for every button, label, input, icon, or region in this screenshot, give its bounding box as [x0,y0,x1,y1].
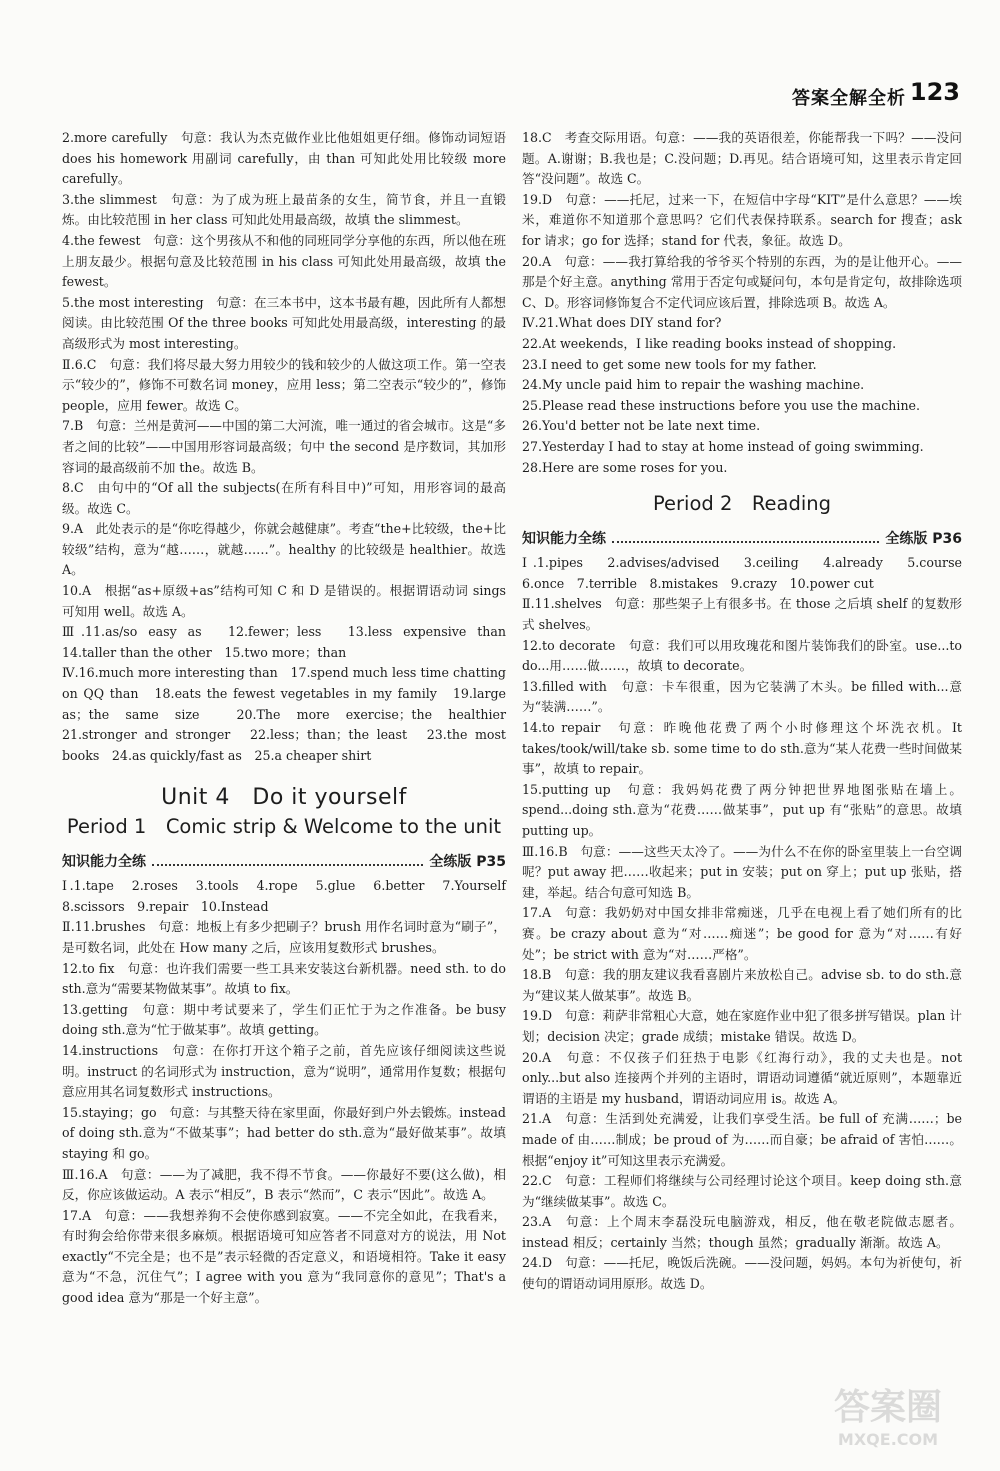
answer-paragraph: Ⅳ.21.What does DIY stand for? [522,315,722,331]
period-title: Period 2 Reading [652,492,832,516]
section-header [522,529,962,550]
answer-paragraph: 17.A 句意：——我想养狗不会使你感到寂寞。——不完全如此，在我看来，有时狗会给你带来很多麻烦。根据语境可知应答者不同意对方的说法，用 Not exactly“不完全是；也不是”表示轻微的否定意义，和语境相符。Take it easy 意为“不急，沉住气”；I agree with you 意为“我同意你的意见”；That's a good idea 意为“那是一个好主意”。 [62,1207,506,1306]
answer-paragraph: Ⅱ.6.C 句意：我们将尽最大努力用较少的钱和较少的人做这项工作。第一空表示“较少的”，修饰不可数名词 money，应用 less；第二空表示“较少的”，修饰 people，应用 fewer。故选 C。 [62,356,506,413]
answer-paragraph: 23.A 句意：上个周末李磊没玩电脑游戏，相反，他在敬老院做志愿者。instead 相反；certainly 当然；though 虽然；gradually 渐渐。故选 A。 [522,1214,962,1250]
answer-paragraph: 4.the fewest 句意：这个男孩从不和他的同班同学分享他的东西，所以他在班上朋友最少。根据句意及比较范围 in his class 可知此处用最高级，故填 the fewest。 [62,232,506,290]
answer-paragraph: 27.Yesterday I had to stay at home instead of going swimming. [522,438,924,454]
right-column [522,128,975,1295]
answer-paragraph: 7.B 句意：兰州是黄河——中国的第二大河流，唯一通过的省会城市。这是“多者之间的比较”——中国用形容词最高级；句中 the second 是序数词，其加形容词的最高级前不加 the。故选 B。 [62,418,506,475]
answer-paragraph: Ⅰ.1.pipes 2.advises/advised 3.ceiling 4.already 5.course 6.once 7.terrible 8.mistakes 9.crazy 10.power cut [522,555,975,591]
watermark-logo [814,1371,962,1453]
answer-paragraph: Ⅲ.16.B 句意：——这些天太冷了。——为什么不在你的卧室里装上一台空调呢？put away 把……收起来；put in 安装；put on 穿上；put up 张贴，搭建，举起。结合句意可知选 B。 [522,843,962,900]
section-header [62,852,506,873]
unit-title: Unit 4 Do it yourself [161,785,407,811]
answer-paragraph: 15.staying；go 句意：与其整天待在家里面，你最好到户外去锻炼。instead of doing sth.意为“不做某事”；had better do sth.意为“最好做某事”。故填 staying 和 go。 [62,1104,506,1161]
answer-paragraph: 15.putting up 句意：我妈妈花费了两分钟把世界地图张贴在墙上。spend...doing sth.意为“花费……做某事”，put up 有“张贴”的意思。故填 putting up。 [522,781,962,838]
answer-paragraph: 20.A 句意：——我打算给我的爷爷买个特别的东西，为的是让他开心。——那是个好主意。anything 常用于否定句或疑问句，本句是肯定句，故排除选项 C、D。形容词修饰复合不定代词应该后置，排除选项 B。故选 A。 [522,253,962,310]
answer-paragraph: 19.D 句意：——托尼，过来一下，在短信中字母“KIT”是什么意思？——埃米，难道你不知道那个意思吗？它们代表保持联系。search for 搜查；ask for 请求；go for 选择；stand for 代表，象征。故选 D。 [522,191,962,248]
section-label: 知识能力全练 [522,530,606,547]
header-title: 答案全解全析 [792,88,906,109]
answer-paragraph: 13.getting 句意：期中考试要来了，学生们正忙于为之作准备。be busy doing sth.意为“忙于做某事”。故填 getting。 [62,1001,506,1038]
section-label: 知识能力全练 [62,853,146,870]
answer-paragraph: 17.A 句意：我奶奶对中国女排非常痴迷，几乎在电视上看了她们所有的比赛。be crazy about 意为“对……痴迷”；be good for 意为“对……有好处”；be strict with 意为“对……严格”。 [522,905,962,962]
answer-paragraph: 8.C 由句中的“Of all the subjects(在所有科目中)”可知，用形容词的最高级。故选 C。 [62,480,506,516]
answer-paragraph: 14.to repair 句意：昨晚他花费了两个小时修理这个坏洗衣机。It takes/took/will/take sb. some time to do sth.意为“某人花费一些时间做某事”，故填 to repair。 [522,720,962,777]
answer-paragraph: 12.to fix 句意：也许我们需要一些工具来安装这台新机器。need sth. to do sth.意为“需要某物做某事”。故填 to fix。 [62,960,506,997]
answer-paragraph: 19.D 句意：莉萨非常粗心大意，她在家庭作业中犯了很多拼写错误。plan 计划；decision 决定；grade 成绩；mistake 错误。故选 D。 [522,1008,962,1044]
answer-paragraph: 24.D 句意：——托尼，晚饭后洗碗。——没问题，妈妈。本句为祈使句，祈使句的谓语动词用原形。故选 D。 [522,1255,962,1292]
answer-paragraph: 3.the slimmest 句意：为了成为班上最苗条的女生，简节食，并且一直锻炼。由比较范围 in her class 可知此处用最高级，故填 the slimmest。 [62,191,506,228]
answer-paragraph: 9.A 此处表示的是“你吃得越少，你就会越健康”。考查“the+比较级，the+比较级”结构，意为“越……，就越……”。healthy 的比较级是 healthier。故选 A。 [62,521,506,578]
answer-paragraph: 26.You'd better not be late next time. [522,418,761,434]
answer-paragraph: 2.more carefully 句意：我认为杰克做作业比他姐姐更仔细。修饰动词短语 does his homework 用副词 carefully，由 than 可知此处用比较级 more carefully。 [62,130,506,187]
answer-paragraph: 28.Here are some roses for you. [522,459,728,475]
page-header [0,0,1000,118]
watermark-url: MXQE.COM [837,1430,939,1449]
answer-paragraph: 18.B 句意：我的朋友建议我看喜剧片来放松自己。advise sb. to do sth.意为“建议某人做某事”。故选 B。 [522,967,962,1003]
answer-paragraph: Ⅳ.16.much more interesting than 17.spend much less time chatting on QQ than 18.eats the fewest vegetables in my family 19.large as；the same size 20.The more exercise；the healthier 21.stronger and stronger 22.less；than；the least 23.the most books 24.as quickly/fast as 25.a cheaper shirt [62,665,519,763]
section-reference: 全练版 P36 [885,530,962,547]
period-title: Period 1 Comic strip & Welcome to the unit [66,815,502,838]
answer-paragraph: Ⅰ.1.tape 2.roses 3.tools 4.rope 5.glue 6.better 7.Yourself 8.scissors 9.repair 10.Instead [62,878,519,914]
answer-paragraph: 14.instructions 句意：在你打开这个箱子之前，首先应该仔细阅读这些说明。instruct 的名词形式为 instruction，意为“说明”，通常用作复数；根据句意应用其名词复数形式 instructions。 [62,1042,506,1100]
answer-paragraph: Ⅱ.11.brushes 句意：地板上有多少把刷子？brush 用作名词时意为“刷子”，是可数名词，此处在 How many 之后，应该用复数形式 brushes。 [62,919,506,955]
answer-paragraph: 20.A 句意：不仅孩子们狂热于电影《红海行动》，我的丈夫也是。not only...but also 连接两个并列的主语时，谓语动词遵循“就近原则”，本题靠近谓语的主语是 my husband，谓语动词应用 is。故选 A。 [522,1049,962,1106]
answer-paragraph: Ⅱ.11.shelves 句意：那些架子上有很多书。在 those 之后填 shelf 的复数形式 shelves。 [522,596,962,633]
answer-paragraph: 25.Please read these instructions before you use the machine. [522,397,921,413]
answer-paragraph: 10.A 根据“as+原级+as”结构可知 C 和 D 是错误的。根据谓语动词 sings 可知用 well。故选 A。 [62,583,506,619]
dotted-leader [152,856,423,866]
answer-paragraph: 22.At weekends，I like reading books instead of shopping. [522,335,897,351]
answer-paragraph: 18.C 考查交际用语。句意：——我的英语很差，你能帮我一下吗？——没问题。A.谢谢；B.我也是；C.没问题；D.再见。结合语境可知，这里表示肯定回答“没问题”。故选 C。 [522,130,962,187]
answer-paragraph: 12.to decorate 句意：我们可以用玫瑰花和图片装饰我们的卧室。use...to do...用……做……，故填 to decorate。 [522,637,962,674]
dotted-leader [612,533,879,543]
answer-paragraph: Ⅲ.11.as/so easy as 12.fewer；less 13.less expensive than 14.taller than the other 15.two more；than [62,624,519,660]
answer-paragraph: 22.C 句意：工程师们将继续与公司经理讨论这个项目。keep doing sth.意为“继续做某事”。故选 C。 [522,1173,962,1209]
answer-paragraph: 13.filled with 句意：卡车很重，因为它装满了木头。be filled with...意为“装满……”。 [522,678,962,715]
answer-paragraph: Ⅲ.16.A 句意：——为了减肥，我不得不节食。——你最好不要(这么做)，相反，你应该做运动。A 表示“相反”，B 表示“然而”，C 表示“因此”。故选 A。 [62,1166,506,1203]
answer-paragraph: 5.the most interesting 句意：在三本书中，这本书最有趣，因此所有人都想阅读。由比较范围 Of the three books 可知此处用最高级，interesting 的最高级形式为 most interesting。 [62,294,506,351]
watermark-text: 答案圈 [833,1387,943,1428]
left-column [62,128,519,1309]
answer-paragraph: 23.I need to get some new tools for my father. [522,356,817,372]
answer-paragraph: 21.A 句意：生活到处充满爱，让我们享受生活。be full of 充满……；be made of 由……制成；be proud of 为……而自豪；be afraid of 害怕……。根据“enjoy it”可知这里表示充满爱。 [522,1111,962,1168]
answer-paragraph: 24.My uncle paid him to repair the washing machine. [522,377,865,393]
section-reference: 全练版 P35 [429,853,506,870]
page-number: 123 [909,78,960,106]
